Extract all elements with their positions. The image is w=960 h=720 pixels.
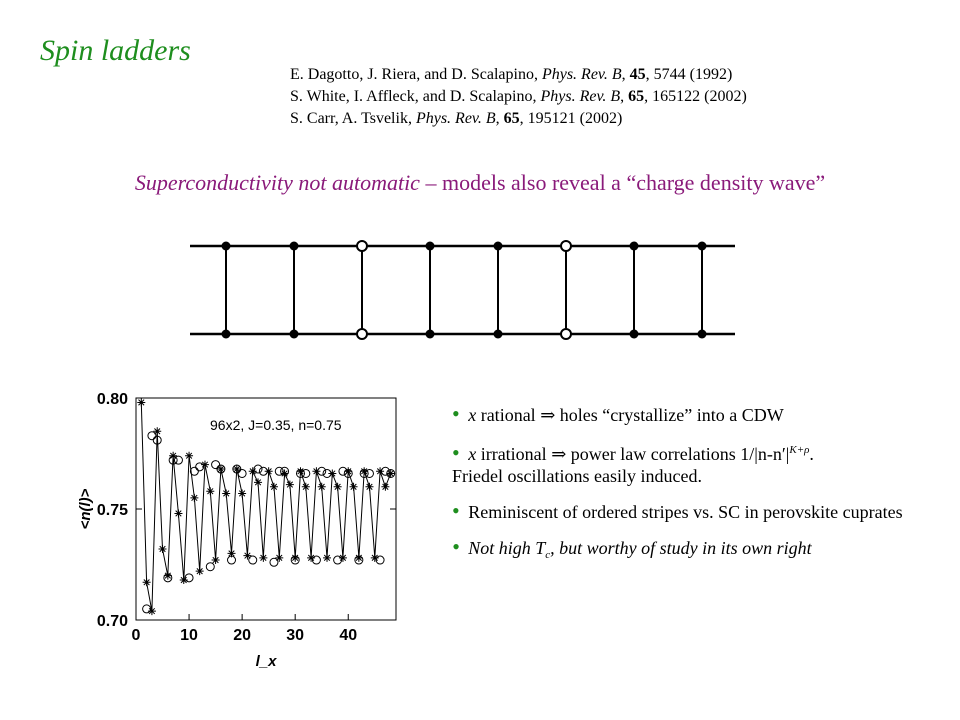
reference-1: E. Dagotto, J. Riera, and D. Scalapino, Phys. Rev. B, 45, 5744 (1992) bbox=[290, 66, 733, 83]
data-point-star bbox=[334, 483, 342, 491]
density-line bbox=[141, 402, 390, 611]
ladder-electron-site bbox=[630, 242, 639, 251]
x-tick-label: 30 bbox=[286, 627, 305, 644]
ladder-electron-site bbox=[290, 330, 299, 339]
data-point-star bbox=[190, 494, 198, 502]
data-point-star bbox=[148, 607, 156, 615]
x-tick-label: 20 bbox=[233, 627, 252, 644]
bullet-irrational: • x irrational ⇒ power law correlations $1/|n-n'|^{K+\rho}$. Friedel oscillations easily induced. bbox=[452, 440, 814, 486]
data-point-star bbox=[137, 398, 145, 406]
plot-annotation: 96x2, J=0.35, n=0.75 bbox=[210, 417, 342, 433]
data-point-star bbox=[259, 554, 267, 562]
data-point-star bbox=[222, 489, 230, 497]
data-point-star bbox=[153, 427, 161, 435]
data-point-star bbox=[249, 467, 257, 475]
data-point-circle bbox=[174, 456, 182, 464]
ladder-electron-site bbox=[222, 330, 231, 339]
data-point-star bbox=[201, 461, 209, 469]
bullet-not-high-tc: • Not high $T_c$, but worthy of study in its own right bbox=[452, 534, 812, 561]
data-point-star bbox=[212, 556, 220, 564]
data-point-star bbox=[254, 478, 262, 486]
data-point-circle bbox=[238, 469, 246, 477]
data-point-star bbox=[291, 554, 299, 562]
data-point-star bbox=[185, 452, 193, 460]
data-point-circle bbox=[206, 563, 214, 571]
data-point-star bbox=[307, 554, 315, 562]
data-point-circle bbox=[270, 558, 278, 566]
data-point-star bbox=[243, 552, 251, 560]
x-tick-label: 10 bbox=[180, 627, 198, 644]
data-point-star bbox=[318, 483, 326, 491]
data-point-circle bbox=[249, 556, 257, 564]
ladder-electron-site bbox=[222, 242, 231, 251]
headline: Superconductivity not automatic – models also reveal a “charge density wave” bbox=[134, 170, 826, 195]
ladder-hole-site bbox=[357, 241, 367, 251]
x-tick-label: 40 bbox=[339, 627, 358, 644]
data-point-circle bbox=[212, 461, 220, 469]
ladder-electron-site bbox=[698, 330, 707, 339]
reference-2: S. White, I. Affleck, and D. Scalapino, Phys. Rev. B, 65, 165122 (2002) bbox=[290, 88, 747, 105]
x-tick-label: 0 bbox=[131, 627, 141, 644]
x-axis-label: l_x bbox=[255, 653, 277, 670]
data-point-star bbox=[174, 509, 182, 517]
data-point-star bbox=[296, 467, 304, 475]
data-point-star bbox=[180, 576, 188, 584]
data-point-star bbox=[228, 549, 236, 557]
ladder-hole-site bbox=[357, 329, 367, 339]
ladder-hole-site bbox=[561, 329, 571, 339]
ladder-electron-site bbox=[290, 242, 299, 251]
data-point-star bbox=[365, 483, 373, 491]
data-point-star bbox=[344, 467, 352, 475]
data-point-star bbox=[281, 469, 289, 477]
data-point-star bbox=[312, 467, 320, 475]
data-point-star bbox=[323, 554, 331, 562]
data-point-star bbox=[265, 467, 273, 475]
bullet-list bbox=[452, 403, 922, 579]
ladder-electron-site bbox=[630, 330, 639, 339]
data-point-star bbox=[286, 481, 294, 489]
ladder-electron-site bbox=[426, 330, 435, 339]
ladder-electron-site bbox=[698, 242, 707, 251]
data-point-star bbox=[238, 489, 246, 497]
data-point-star bbox=[350, 483, 358, 491]
data-point-star bbox=[206, 487, 214, 495]
ladder-diagram bbox=[190, 232, 740, 346]
data-point-star bbox=[270, 483, 278, 491]
data-point-star bbox=[233, 465, 241, 473]
data-point-star bbox=[275, 554, 283, 562]
slide-title: Spin ladders bbox=[40, 34, 191, 67]
y-tick-label: 0.80 bbox=[96, 391, 128, 408]
data-point-star bbox=[169, 452, 177, 460]
data-point-star bbox=[339, 554, 347, 562]
data-point-star bbox=[328, 469, 336, 477]
ladder-electron-site bbox=[494, 242, 503, 251]
bullet-rational: • x rational ⇒ holes “crystallize” into a CDW bbox=[452, 401, 784, 426]
ladder-electron-site bbox=[426, 242, 435, 251]
data-point-circle bbox=[190, 467, 198, 475]
cdw-density-plot bbox=[70, 380, 410, 700]
data-point-star bbox=[159, 545, 167, 553]
data-point-star bbox=[376, 467, 384, 475]
data-point-star bbox=[164, 572, 172, 580]
y-axis-label: <n(l)> bbox=[77, 488, 94, 530]
y-tick-label: 0.75 bbox=[96, 502, 128, 519]
y-tick-label: 0.70 bbox=[96, 613, 128, 630]
data-point-star bbox=[196, 567, 204, 575]
references bbox=[290, 64, 747, 130]
data-point-star bbox=[371, 554, 379, 562]
data-point-circle bbox=[148, 432, 156, 440]
ladder-hole-site bbox=[561, 241, 571, 251]
bullet-stripes: • Reminiscent of ordered stripes vs. SC in perovskite cuprates bbox=[452, 498, 903, 523]
ladder-electron-site bbox=[494, 330, 503, 339]
data-point-star bbox=[143, 578, 151, 586]
reference-3: S. Carr, A. Tsvelik, Phys. Rev. B, 65, 195121 (2002) bbox=[290, 110, 623, 127]
data-point-star bbox=[302, 483, 310, 491]
data-point-star bbox=[355, 554, 363, 562]
data-point-star bbox=[360, 467, 368, 475]
data-point-star bbox=[387, 469, 395, 477]
data-point-star bbox=[381, 483, 389, 491]
